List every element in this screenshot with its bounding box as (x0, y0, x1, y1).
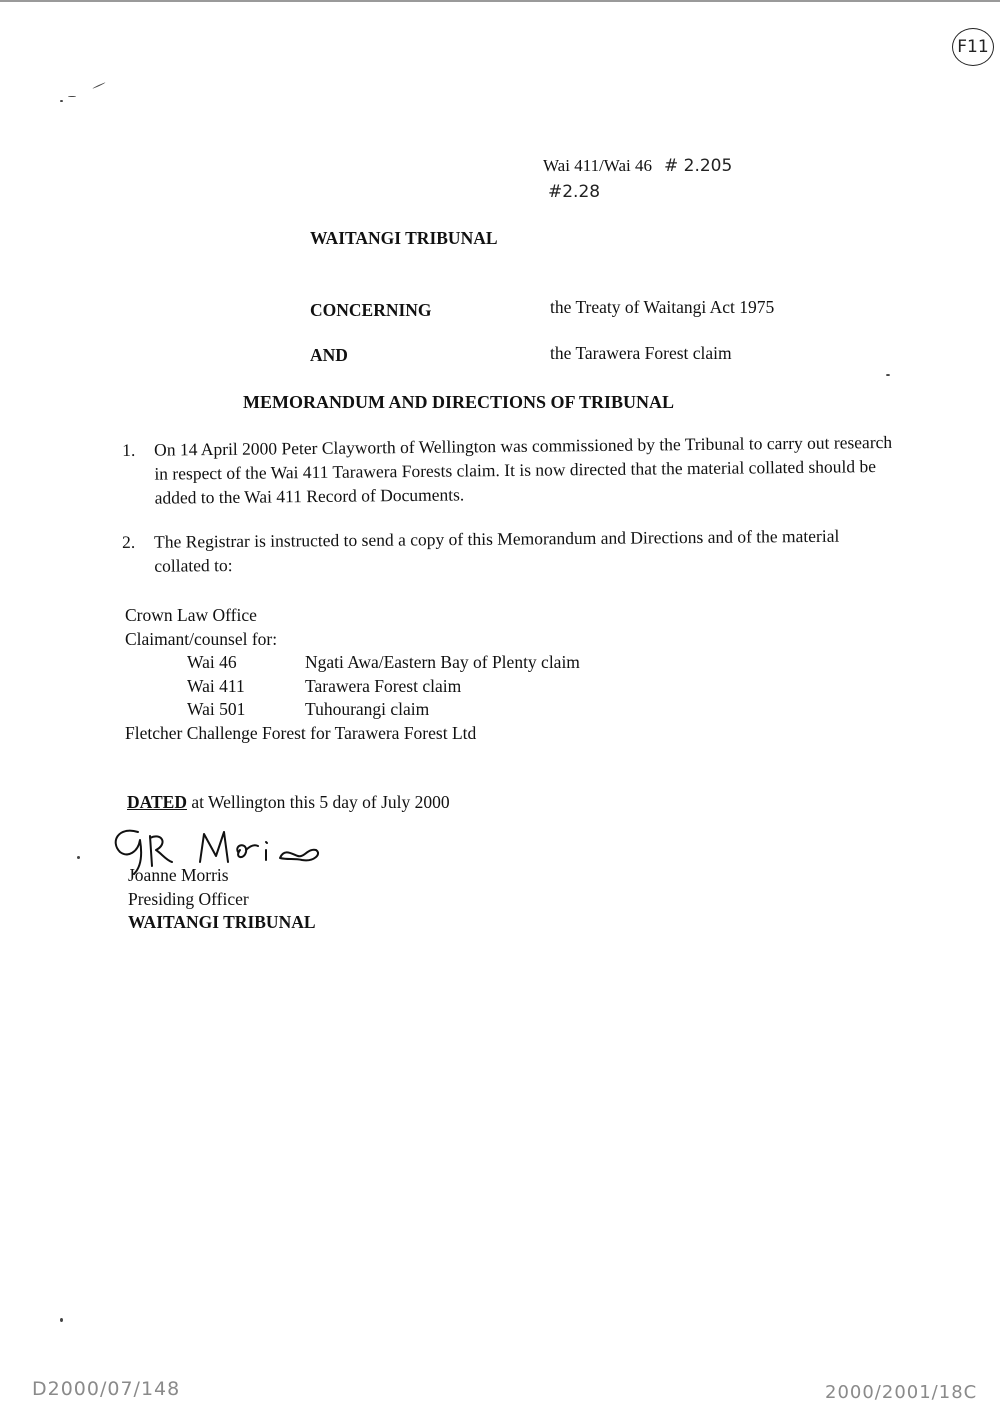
and-label: AND (310, 345, 348, 365)
pencil-file-number-right: 2000/2001/18C (825, 1382, 978, 1403)
claim-row (125, 651, 580, 675)
handwritten-reference-2: #2.28 (548, 182, 601, 202)
recipient-fletcher: Fletcher Challenge Forest for Tarawera Forest Ltd (125, 722, 477, 743)
claim-name: Tarawera Forest claim (305, 675, 462, 696)
pencil-file-number-left: D2000/07/148 (32, 1378, 181, 1400)
scan-speck (68, 96, 76, 97)
claim-name: Tuhourangi claim (305, 699, 430, 719)
signatory-role: Presiding Officer (128, 888, 249, 909)
claim-row (125, 698, 580, 722)
claim-row (125, 675, 580, 699)
claim-code: Wai 501 (187, 699, 246, 719)
scan-speck (92, 82, 105, 89)
circled-document-mark (952, 28, 994, 66)
scan-edge-line (0, 0, 1000, 2)
document-title: MEMORANDUM AND DIRECTIONS OF TRIBUNAL (243, 392, 675, 412)
and-value: the Tarawera Forest claim (550, 343, 732, 363)
scan-speck (60, 100, 63, 102)
signatory-block (128, 864, 316, 935)
reference-number: Wai 411/Wai 46 (543, 156, 652, 175)
signatory-name: Joanne Morris (128, 865, 229, 885)
claim-name: Ngati Awa/Eastern Bay of Plenty claim (305, 652, 580, 672)
paragraph-number: 2. (122, 531, 136, 552)
concerning-label: CONCERNING (310, 300, 432, 320)
dated-text: at Wellington this 5 day of July 2000 (186, 792, 450, 812)
paragraph-text: On 14 April 2000 Peter Clayworth of Wellington was commissioned by the Tribunal to carry out research in respect of the Wai 411 Tarawera Forests claim. It is now directed that the material collated should be added to the Wai 411 Record of Documents. (154, 431, 893, 508)
circled-mark-text: F11 (957, 37, 989, 57)
concerning-value: the Treaty of Waitangi Act 1975 (550, 297, 775, 317)
paragraph-number: 1. (122, 439, 136, 460)
claim-code: Wai 411 (187, 675, 245, 696)
recipient-list (125, 604, 580, 745)
scan-speck (886, 374, 890, 376)
dated-label: DATED (127, 792, 187, 812)
signatory-organisation: WAITANGI TRIBUNAL (128, 912, 316, 932)
scan-speck (60, 1318, 63, 1322)
scan-speck (77, 856, 80, 859)
document-reference (543, 156, 732, 176)
handwritten-reference-1: # 2.205 (664, 156, 733, 176)
paragraph-text: The Registrar is instructed to send a copy of this Memorandum and Directions and of the material collated to: (154, 525, 840, 576)
tribunal-heading: WAITANGI TRIBUNAL (310, 228, 498, 248)
claim-code: Wai 46 (187, 652, 237, 672)
recipient-crown-law: Crown Law Office (125, 605, 257, 625)
claimant-heading: Claimant/counsel for: (125, 628, 278, 649)
dated-line (127, 792, 450, 813)
